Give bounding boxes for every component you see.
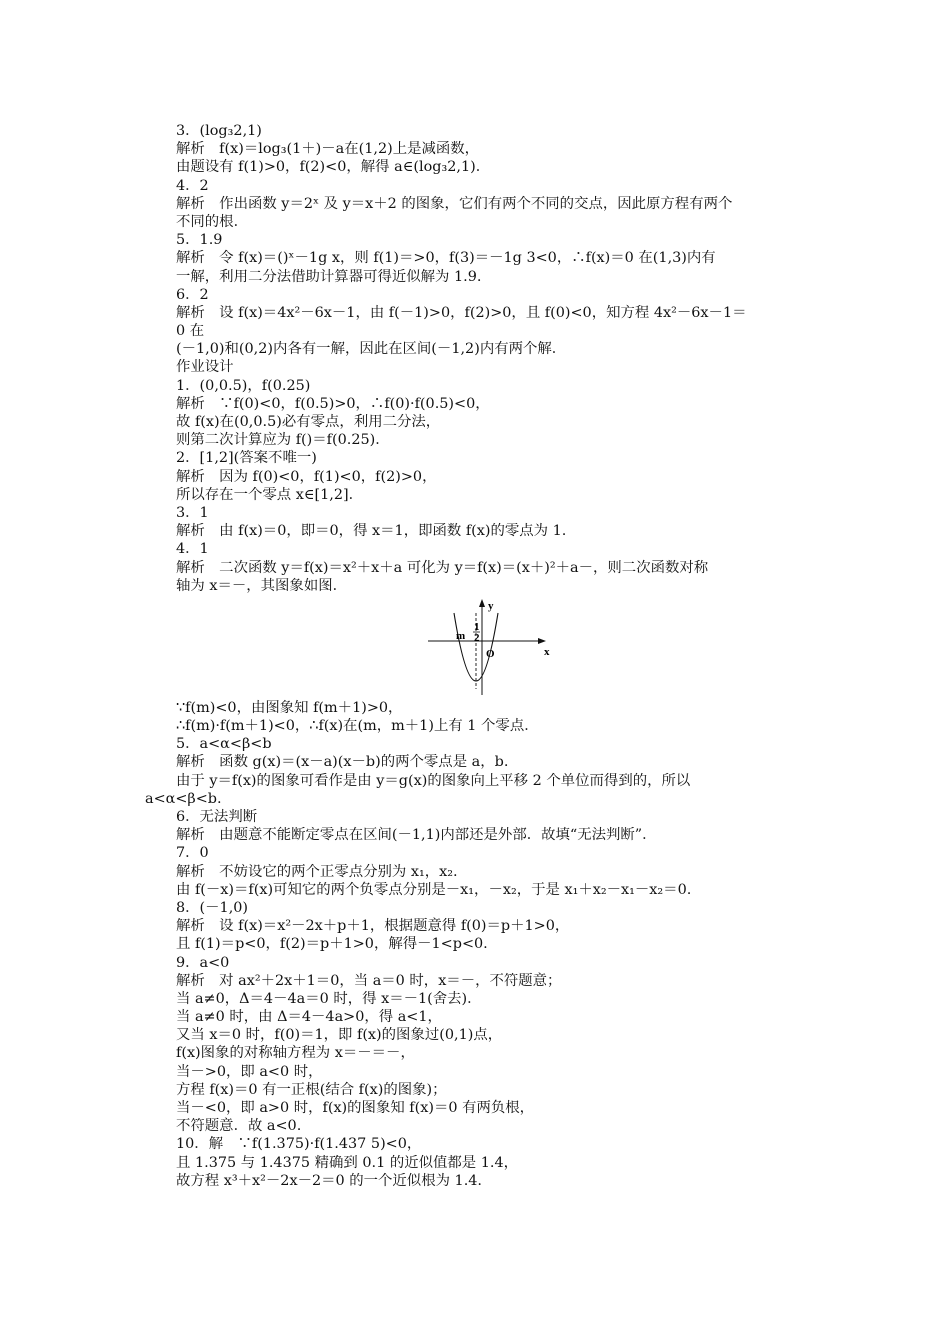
x-axis-label: x	[544, 645, 550, 658]
text-line: 0 在	[176, 323, 205, 340]
text-line: 当 a≠0，Δ＝4－4a＝0 时，得 x＝－1(舍去)．	[176, 990, 482, 1007]
analysis-line: 解析 ∵f(0)<0，f(0.5)>0，∴f(0)·f(0.5)<0，	[176, 395, 490, 412]
text-line: 且 f(1)＝p<0，f(2)＝p＋1>0，解得－1<p<0.	[176, 936, 488, 953]
text-line: 当－>0，即 a<0 时，	[176, 1063, 323, 1080]
analysis-line: 解析 f(x)＝log₃(1＋)－a在(1,2)上是减函数，	[176, 141, 480, 158]
text-line: 不同的根．	[176, 213, 248, 230]
analysis-line: 解析 函数 g(x)＝(x－a)(x－b)的两个零点是 a，b.	[176, 754, 509, 771]
answer-line: 6．2	[176, 286, 209, 303]
y-axis-label: y	[488, 599, 494, 612]
answer-line: 10．解 ∵f(1.375)·f(1.437 5)<0，	[176, 1136, 422, 1153]
text-line: 又当 x＝0 时，f(0)＝1，即 f(x)的图象过(0,1)点，	[176, 1027, 503, 1044]
text-line: (－1,0)和(0,2)内各有一解，因此在区间(－1,2)内有两个解．	[176, 341, 567, 358]
text-line: 当 a≠0 时，由 Δ＝4－4a>0，得 a<1，	[176, 1009, 442, 1026]
parabola-figure	[176, 595, 816, 699]
answer-line: 5．a<α<β<b	[176, 736, 272, 753]
text-line: 故方程 x³＋x²－2x－2＝0 的一个近似根为 1.4.	[176, 1172, 483, 1189]
answer-line: 6．无法判断	[176, 809, 258, 825]
answer-line: 1．(0,0.5)，f(0.25)	[176, 377, 311, 394]
answer-line: 5．1.9	[176, 232, 223, 249]
text-line: 由题设有 f(1)>0，f(2)<0，解得 a∈(log₃2,1)．	[176, 159, 491, 176]
analysis-line: 解析 作出函数 y＝2ˣ 及 y＝x＋2 的图象，它们有两个不同的交点，因此原方程有两个	[176, 195, 733, 212]
text-line: ∴f(m)·f(m＋1)<0，∴f(x)在(m，m＋1)上有 1 个零点．	[176, 718, 539, 735]
text-line: 不符题意．故 a<0.	[176, 1118, 302, 1135]
text-line: 所以存在一个零点 x∈[1,2]．	[176, 486, 363, 503]
text-line: 且 1.375 与 1.4375 精确到 0.1 的近似值都是 1.4，	[176, 1154, 519, 1171]
analysis-line: 解析 对 ax²＋2x＋1＝0，当 a＝0 时，x＝－，不符题意；	[176, 972, 562, 989]
fraction-denominator: 2	[474, 631, 480, 644]
text-line: 则第二次计算应为 f()＝f(0.25)．	[176, 432, 390, 449]
origin-label: O	[486, 647, 495, 660]
text-line: f(x)图象的对称轴方程为 x＝－＝－，	[176, 1045, 415, 1062]
analysis-line: 解析 由题意不能断定零点在区间(－1,1)内部还是外部．故填“无法判断”．	[176, 827, 657, 844]
text-line: 方程 f(x)＝0 有一正根(结合 f(x)的图象)；	[176, 1081, 447, 1098]
analysis-line: 解析 设 f(x)＝x²－2x＋p＋1，根据题意得 f(0)＝p＋1>0，	[176, 918, 570, 935]
analysis-line: 解析 设 f(x)＝4x²－6x－1，由 f(－1)>0，f(2)>0，且 f(0)<0，知方程 4x²－6x－1＝	[176, 304, 747, 321]
x-axis-arrow	[538, 638, 546, 644]
text-line: a<α<β<b.	[145, 790, 222, 807]
fraction-numerator: 1	[474, 620, 480, 633]
answer-line: 4．2	[176, 177, 209, 194]
solution-text	[145, 122, 816, 1190]
parabola-graph	[428, 599, 558, 695]
text-line: 故 f(x)在(0,0.5)必有零点，利用二分法，	[176, 414, 441, 430]
text-line: 由 f(－x)＝f(x)可知它的两个负零点分别是－x₁，－x₂，于是 x₁＋x₂－x₁－x₂＝0.	[176, 881, 692, 898]
analysis-line: 解析 不妨设它的两个正零点分别为 x₁，x₂.	[176, 863, 458, 880]
answer-line: 7．0	[176, 845, 209, 862]
text-line: 轴为 x＝－，其图象如图．	[176, 577, 347, 594]
text-line: ∵f(m)<0，由图象知 f(m＋1)>0，	[176, 699, 403, 716]
answer-line: 3．1	[176, 504, 209, 521]
y-axis-arrow	[479, 599, 485, 607]
text-line: 当－<0，即 a>0 时，f(x)的图象知 f(x)＝0 有两负根，	[176, 1100, 535, 1116]
answer-line: 9．a<0	[176, 954, 230, 971]
analysis-line: 解析 令 f(x)＝()ˣ－1g x，则 f(1)＝>0，f(3)＝－1g 3<0，∴f(x)＝0 在(1,3)内有	[176, 250, 716, 267]
text-line: 由于 y＝f(x)的图象可看作是由 y＝g(x)的图象向上平移 2 个单位而得到的，所以	[176, 772, 691, 789]
section-heading: 作业设计	[176, 359, 234, 376]
answer-line: 2．[1,2](答案不唯一)	[176, 450, 317, 467]
answer-line: 3．(log₃2,1)	[176, 123, 262, 139]
m-label: m	[456, 629, 466, 642]
answer-line: 4．1	[176, 541, 209, 558]
text-line: 一解，利用二分法借助计算器可得近似解为 1.9.	[176, 268, 482, 285]
answer-line: 8．(－1,0)	[176, 899, 249, 916]
analysis-line: 解析 由 f(x)＝0，即＝0，得 x＝1，即函数 f(x)的零点为 1.	[176, 523, 567, 540]
analysis-line: 解析 因为 f(0)<0，f(1)<0，f(2)>0，	[176, 468, 437, 485]
analysis-line: 解析 二次函数 y＝f(x)＝x²＋x＋a 可化为 y＝f(x)＝(x＋)²＋a－，则二次函数对称	[176, 559, 709, 576]
